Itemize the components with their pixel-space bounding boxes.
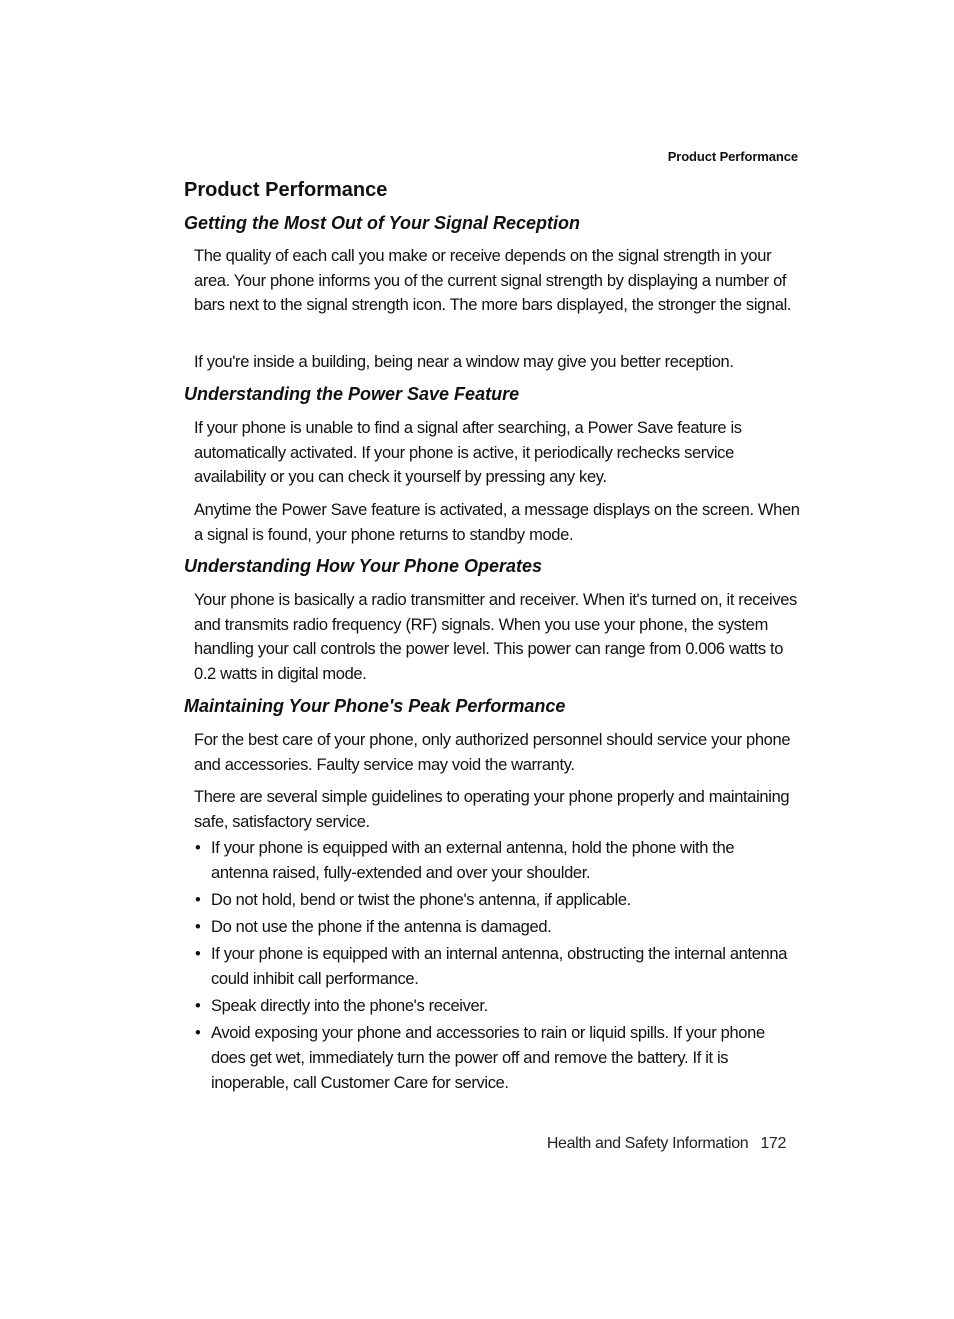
bullet-icon: • [195,997,201,1016]
bullet-icon: • [195,890,201,909]
paragraph-window-reception: If you're inside a building, being near a window may give you better reception. [194,353,734,371]
paragraph-radio-transmitter: Your phone is basically a radio transmitter and receiver. When it's turned on, it receives and transmits radio frequency (RF) signals. When you use your phone, the system handling your call controls the power level. This power can range from 0.006 watts to 0.2 watts in digital mode. [194,591,797,684]
list-item [194,836,794,885]
section-heading-signal-reception: Getting the Most Out of Your Signal Reception [184,213,580,233]
bullet-icon: • [195,945,201,964]
bullet-icon: • [195,918,201,937]
paragraph-power-save-message: Anytime the Power Save feature is activated, a message displays on the screen. When a signal is found, your phone returns to standby mode. [194,501,800,544]
list-item [194,888,794,913]
page-title: Product Performance [184,179,388,201]
list-item-text: Do not use the phone if the antenna is damaged. [211,918,552,937]
list-item-text: If your phone is equipped with an internal antenna, obstructing the internal antenna could inhibit call performance. [211,945,788,989]
running-header: Product Performance [667,149,798,164]
list-item-text: Speak directly into the phone's receiver. [211,997,488,1016]
section-heading-peak-performance: Maintaining Your Phone's Peak Performance [184,696,566,716]
list-item [194,942,794,991]
section-heading-power-save: Understanding the Power Save Feature [184,384,520,404]
list-item-text: Avoid exposing your phone and accessories to rain or liquid spills. If your phone does get wet, immediately turn the power off and remove the battery. If it is inoperable, call Customer Care for service. [211,1024,765,1092]
bullet-icon: • [195,1024,201,1043]
paragraph-guidelines-intro: There are several simple guidelines to operating your phone properly and maintaining safe, satisfactory service. [194,788,790,831]
section-heading-phone-operates: Understanding How Your Phone Operates [184,556,543,576]
footer-section-name: Health and Safety Information [546,1135,749,1152]
list-item-text: Do not hold, bend or twist the phone's antenna, if applicable. [211,890,631,909]
page-number: 172 [760,1135,786,1152]
guidelines-list [194,836,794,1098]
paragraph-authorized-service: For the best care of your phone, only authorized personnel should service your phone and accessories. Faulty service may void the warranty. [194,731,791,774]
list-item [194,1021,794,1095]
paragraph-signal-strength: The quality of each call you make or receive depends on the signal strength in your area. Your phone informs you of the current signal strength by displaying a number of bars next to the signal strength icon. The more bars displayed, the stronger the signal. [194,247,792,315]
list-item [194,994,794,1019]
paragraph-power-save-activation: If your phone is unable to find a signal after searching, a Power Save feature is automatically activated. If your phone is active, it periodically rechecks service availability or you can check it yourself by pressing any key. [194,419,742,487]
list-item-text: If your phone is equipped with an external antenna, hold the phone with the antenna raised, fully-extended and over your shoulder. [211,839,735,882]
bullet-icon: • [195,839,201,857]
list-item [194,915,794,940]
page-footer [547,1135,786,1153]
